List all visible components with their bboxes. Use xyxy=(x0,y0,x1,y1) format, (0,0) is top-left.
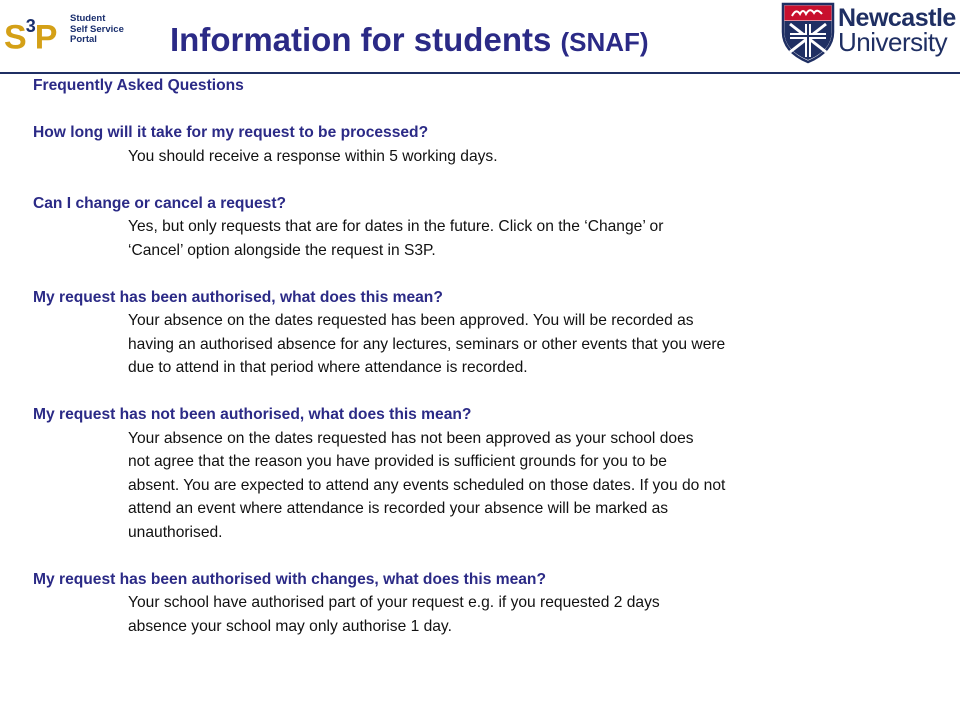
faq-answer-line: Yes, but only requests that are for dates in the future. Click on the ‘Change’ or xyxy=(128,218,664,235)
faq-question: Can I change or cancel a request? xyxy=(33,194,287,212)
faq-section xyxy=(33,74,933,638)
faq-answer xyxy=(128,427,933,545)
faq-question: My request has been authorised with changes, what does this mean? xyxy=(33,570,546,588)
faq-answer xyxy=(128,309,933,380)
s3p-logo-mark: $S^3P$ xyxy=(4,16,57,57)
page-title: Information for students (SNAF) xyxy=(170,21,649,58)
faq-answer-line: not agree that the reason you have provided is sufficient grounds for you to be xyxy=(128,453,667,470)
faq-answer-line: attend an event where attendance is recorded your absence will be marked as xyxy=(128,500,669,517)
faq-question: My request has been authorised, what does this mean? xyxy=(33,288,443,306)
faq-answer xyxy=(128,145,933,169)
faq-answer xyxy=(128,215,933,262)
faq-answer-line: Your school have authorised part of your request e.g. if you requested 2 days xyxy=(128,594,660,611)
newcastle-university-logo xyxy=(780,2,956,66)
faq-answer-line: having an authorised absence for any lectures, seminars or other events that you were xyxy=(128,335,726,353)
s3p-logo xyxy=(4,8,134,57)
faq-question: How long will it take for my request to be processed? xyxy=(33,124,429,141)
university-crest-icon xyxy=(780,2,836,64)
faq-answer-line: You should receive a response within 5 working days. xyxy=(128,147,498,165)
university-name: Newcastle University xyxy=(838,4,956,57)
faq-answer-line: ‘Cancel’ option alongside the request in S3P. xyxy=(128,241,436,259)
page-title-suffix: (SNAF) xyxy=(560,27,649,57)
faq-answer-line: absence your school may only authorise 1 day. xyxy=(128,617,452,635)
s3p-logo-text: Student Self Service Portal xyxy=(70,13,124,45)
faq-answer-line: due to attend in that period where attendance is recorded. xyxy=(128,359,528,376)
faq-question: My request has not been authorised, what does this mean? xyxy=(33,406,472,423)
faq-answer-line: unauthorised. xyxy=(128,523,223,541)
faq-answer-line: Your absence on the dates requested has been approved. You will be recorded as xyxy=(128,312,694,329)
faq-heading: Frequently Asked Questions xyxy=(33,77,244,94)
faq-answer-line: Your absence on the dates requested has not been approved as your school does xyxy=(128,429,694,447)
faq-answer-line: absent. You are expected to attend any events scheduled on those dates. If you do not xyxy=(128,476,726,494)
faq-answer xyxy=(128,591,933,638)
